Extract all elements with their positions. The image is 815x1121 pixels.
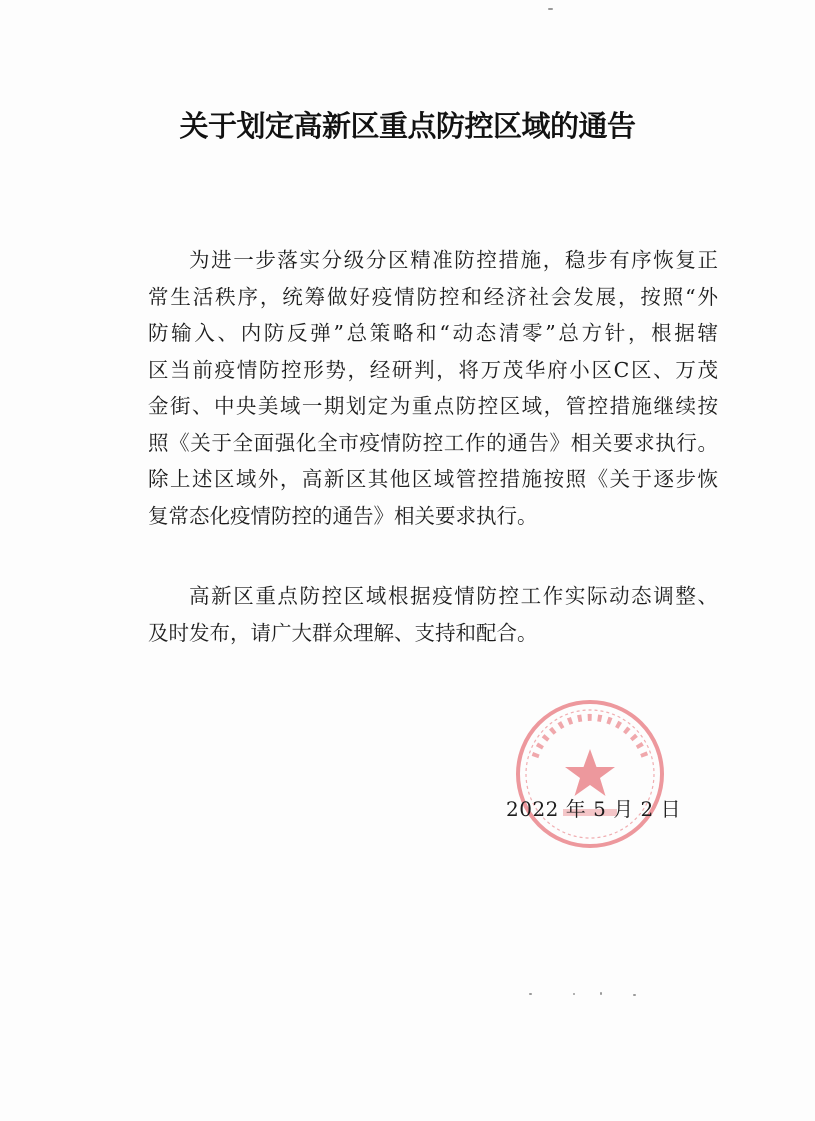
paragraph-line: 复常态化疫情防控的通告》相关要求执行。: [148, 503, 538, 528]
scan-speck: [633, 994, 636, 996]
document-date: 2022 年 5 月 2 日: [506, 797, 682, 821]
paragraph-line: 金街、中央美域一期划定为重点防控区域，管控措施继续按: [148, 394, 718, 418]
paragraph-line: 及时发布，请广大群众理解、支持和配合。: [148, 620, 538, 645]
paragraph-line: 照《关于全面强化全市疫情防控工作的通告》相关要求执行。: [148, 430, 718, 455]
scan-speck: [548, 8, 553, 10]
paragraph-line: 为进一步落实分级分区精准防控措施，稳步有序恢复正: [189, 248, 718, 272]
paragraph-line: 高新区重点防控区域根据疫情防控工作实际动态调整、: [189, 584, 718, 608]
document-title: 关于划定高新区重点防控区域的通告: [179, 109, 636, 143]
paragraph-line: 除上述区域外，高新区其他区域管控措施按照《关于逐步恢: [148, 467, 718, 491]
star-icon: [565, 749, 615, 796]
scan-speck: [600, 992, 602, 995]
official-seal: [513, 697, 667, 851]
paragraph-2: [148, 578, 718, 651]
scan-speck: [529, 993, 532, 995]
paragraph-line: 防输入、内防反弹”总策略和“动态清零”总方针，根据辖: [148, 321, 718, 345]
scan-speck: [573, 993, 575, 995]
paragraph-1: [148, 242, 718, 534]
paragraph-line: 区当前疫情防控形势，经研判，将万茂华府小区C区、万茂: [148, 357, 718, 382]
paragraph-line: 常生活秩序，统筹做好疫情防控和经济社会发展，按照“外: [148, 284, 718, 309]
